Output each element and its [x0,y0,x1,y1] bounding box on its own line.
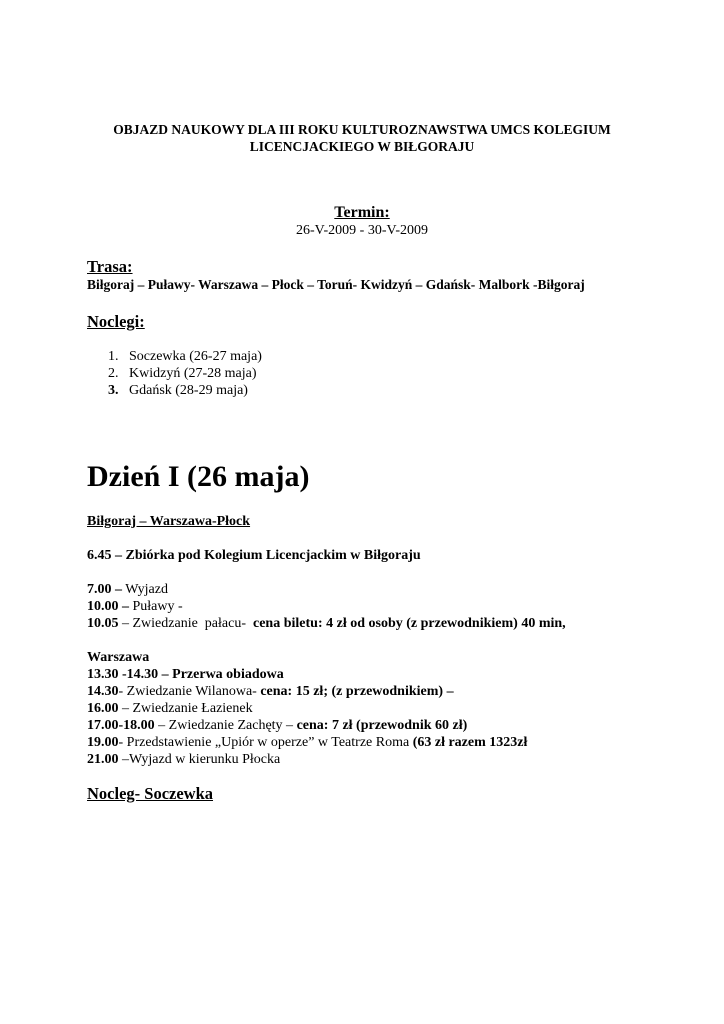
schedule-line-1430 [87,684,454,700]
schedule-time: 10.00 – [87,599,129,614]
schedule-line-1330: 13.30 -14.30 – Przerwa obiadowa [87,667,284,682]
list-item [0,366,724,384]
noclegi-label: Noclegi: [87,312,145,331]
schedule-line-1005 [87,616,566,632]
schedule-line-16 [87,701,253,717]
schedule-line-17 [87,718,467,734]
schedule-text: – Zwiedzanie pałacu- [118,616,253,631]
schedule-time: 7.00 – [87,582,122,597]
schedule-line-7 [87,582,168,598]
schedule-text: Wyjazd [122,582,168,597]
document-title-line-2: LICENCJACKIEGO W BIŁGORAJU [249,139,475,154]
list-item-text: Soczewka (26-27 maja) [129,349,262,364]
schedule-price: cena biletu: 4 zł od osoby (z przewodnikiem) 40 min, [253,616,566,631]
document-title-line-1: OBJAZD NAUKOWY DLA III ROKU KULTUROZNAWSTWA UMCS KOLEGIUM [113,122,611,137]
gathering-line: 6.45 – Zbiórka pod Kolegium Licencjackim w Biłgoraju [87,548,421,563]
list-item-number: 3. [108,383,119,398]
schedule-line-21 [87,752,280,768]
schedule-time: 16.00 [87,701,119,716]
schedule-price: (63 zł razem 1323zł [412,735,528,750]
day-route: Biłgoraj – Warszawa-Płock [87,514,251,529]
nocleg-heading: Nocleg- Soczewka [87,784,214,803]
schedule-time: 21.00 [87,752,119,767]
schedule-price: cena: 15 zł; (z przewodnikiem) – [260,684,454,699]
schedule-time: 17.00-18.00 [87,718,155,733]
schedule-line-19 [87,735,527,751]
schedule-line-10 [87,599,183,615]
trasa-label: Trasa: [87,257,133,276]
termin-label: Termin: [334,204,390,221]
schedule-text: – Zwiedzanie Łazienek [118,701,253,716]
list-item-number: 2. [108,366,119,381]
schedule-text: –Wyjazd w kierunku Płocka [118,752,281,767]
trasa-route: Biłgoraj – Puławy- Warszawa – Płock – Toruń- Kwidzyń – Gdańsk- Malbork -Biłgoraj [87,277,585,292]
list-item-number: 1. [108,349,119,364]
termin-value: 26-V-2009 - 30-V-2009 [296,223,428,238]
schedule-text: - Zwiedzanie Wilanowa- [118,684,261,699]
schedule-text: – Zwiedzanie Zachęty – [154,718,297,733]
schedule-price: cena: 7 zł (przewodnik 60 zł) [296,718,468,733]
schedule-time: 19.00 [87,735,119,750]
schedule-time: 10.05 [87,616,119,631]
day-heading: Dzień I (26 maja) [87,460,310,493]
list-item [0,349,724,367]
list-item [0,383,724,401]
city-heading-warszawa: Warszawa [87,650,150,665]
schedule-text: - Przedstawienie „Upiór w operze” w Teatrze Roma [118,735,413,750]
schedule-text: Puławy - [129,599,183,614]
list-item-text: Kwidzyń (27-28 maja) [129,366,257,381]
schedule-time: 14.30 [87,684,119,699]
list-item-text: Gdańsk (28-29 maja) [129,383,248,398]
